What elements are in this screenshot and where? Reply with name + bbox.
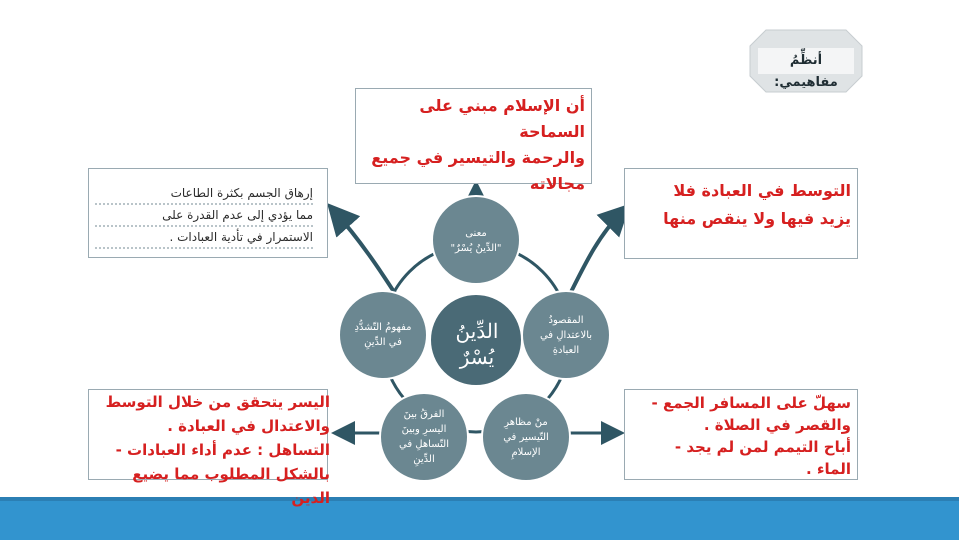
box-top: أن الإسلام مبني على السماحة والرحمة والتيسير في جميع مجالاته [355,88,592,184]
box-top-right: التوسط في العبادة فلا يزيد فيها ولا ينقص منها [624,168,858,259]
node-bottom-left-label: الفرقُ بينَ اليسرِ وبينَ التّساهلِ في الدِّينِ [399,409,449,465]
arrow-to-top-left [335,212,398,298]
center-label: الدِّينُ يُسْرٌ [455,319,499,369]
node-left-label: مفهومُ التّشدُّدِ في الدِّينِ [354,322,412,348]
badge-title: أنظِّمُ مفاهيمي: [774,53,838,90]
node-bottom-right-label: منْ مظاهرِ التّيسير في الإسلامِ [503,417,549,458]
box-bottom-left-text: اليسر يتحقق من خلال التوسط والاعتدال في العبادة . التساهل : عدم أداء العبادات - بالشكل المطلوب مما يضيع الدين [105,393,330,507]
box-top-left: إرهاق الجسم بكثرة الطاعات مما يؤدي إلى عدم القدرة على الاستمرار في تأدية العبادات . [88,168,328,258]
box-bottom-right: سهلّ على المسافر الجمع - والقصر في الصلاة . أباح التيمم لمن لم يجد - الماء . [624,389,858,480]
node-top-label: معنى "الدِّينُ يُسْرٌ" [450,228,502,254]
node-right-label: المقصودُ بالاعتدالِ في العبادةِ [539,315,593,356]
arrow-to-top-right [568,212,622,298]
